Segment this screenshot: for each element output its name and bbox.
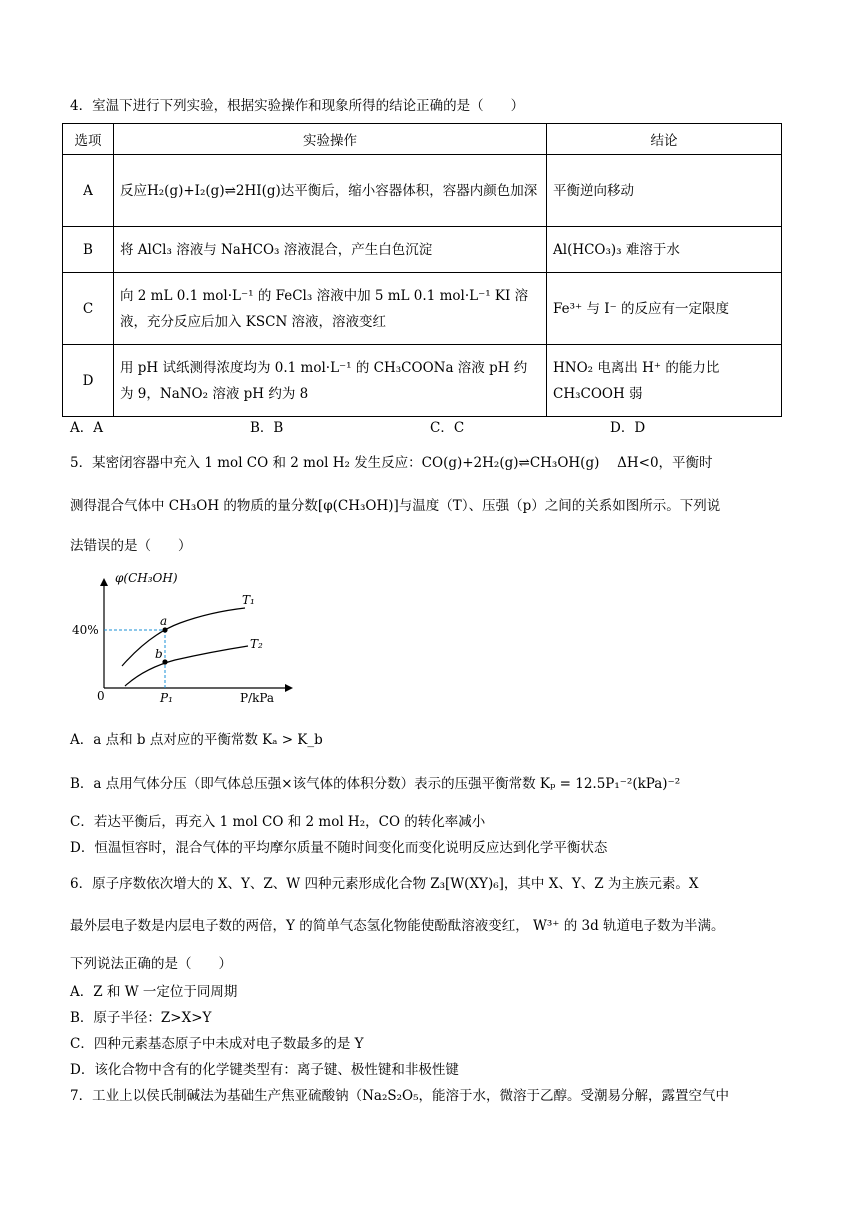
q6-option-b: B．原子半径：Z>X>Y (70, 1010, 212, 1026)
origin-label: 0 (97, 689, 105, 703)
q6-stem-line-3: 下列说法正确的是（ ） (70, 956, 232, 972)
row-conclusion: HNO₂ 电离出 H⁺ 的能力比 CH₃COOH 弱 (547, 345, 782, 417)
row-conclusion: 平衡逆向移动 (547, 155, 782, 227)
q6-option-a: A．Z 和 W 一定位于同周期 (70, 984, 238, 1000)
y-axis-arrow (100, 578, 108, 586)
q5-stem-line-3: 法错误的是（ ） (70, 538, 192, 554)
q5-option-b: B．a 点用气体分压（即气体总压强×该气体的体积分数）表示的压强平衡常数 Kₚ = 12.5P₁⁻²(kPa)⁻² (70, 776, 681, 792)
x-axis-label: P/kPa (240, 691, 275, 705)
curve-t1-label: T₁ (242, 593, 255, 607)
point-b (162, 659, 167, 664)
row-operation: 用 pH 试纸测得浓度均为 0.1 mol·L⁻¹ 的 CH₃COONa 溶液 pH 约为 9，NaNO₂ 溶液 pH 约为 8 (114, 345, 547, 417)
curve-t1 (122, 608, 245, 666)
y-axis-label: φ(CH₃OH) (115, 571, 178, 585)
curve-t2 (125, 646, 248, 686)
q4-option-b: B．B (250, 420, 284, 436)
q6-option-d: D．该化合物中含有的化学键类型有：离子键、极性键和非极性键 (70, 1062, 459, 1078)
row-operation: 将 AlCl₃ 溶液与 NaHCO₃ 溶液混合，产生白色沉淀 (114, 227, 547, 273)
row-conclusion: Al(HCO₃)₃ 难溶于水 (547, 227, 782, 273)
table-row (63, 155, 782, 227)
point-a (162, 627, 167, 632)
point-b-label: b (155, 647, 163, 661)
table-row (63, 273, 782, 345)
q5-stem-line-1: 5．某密闭容器中充入 1 mol CO 和 2 mol H₂ 发生反应：CO(g)+2H₂(g)⇌CH₃OH(g) ΔH<0，平衡时 (70, 455, 713, 471)
q5-option-a: A．a 点和 b 点对应的平衡常数 Kₐ > K_b (70, 732, 323, 748)
header-option: 选项 (63, 124, 114, 155)
q4-stem: 4．室温下进行下列实验，根据实验操作和现象所得的结论正确的是（ ） (70, 98, 525, 114)
q4-table (62, 123, 782, 417)
table-row (63, 345, 782, 417)
y-tick-label: 40% (72, 623, 99, 637)
row-conclusion: Fe³⁺ 与 I⁻ 的反应有一定限度 (547, 273, 782, 345)
q5-option-d: D．恒温恒容时，混合气体的平均摩尔质量不随时间变化而变化说明反应达到化学平衡状态 (70, 840, 608, 856)
q4-option-d: D．D (610, 420, 646, 436)
q6-stem-line-1: 6．原子序数依次增大的 X、Y、Z、W 四种元素形成化合物 Z₃[W(XY)₆]，其中 X、Y、Z 为主族元素。X (70, 876, 699, 892)
row-option: C (63, 273, 114, 345)
q7-stem-line-1: 7．工业上以侯氏制碱法为基础生产焦亚硫酸钠（Na₂S₂O₅，能溶于水，微溶于乙醇。受潮易分解，露置空气中 (70, 1088, 730, 1104)
row-operation: 反应H₂(g)+I₂(g)⇌2HI(g)达平衡后，缩小容器体积，容器内颜色加深 (114, 155, 547, 227)
q5-stem-line-2: 测得混合气体中 CH₃OH 的物质的量分数[φ(CH₃OH)]与温度（T）、压强（p）之间的关系如图所示。下列说 (70, 498, 721, 514)
table-row (63, 227, 782, 273)
q6-stem-line-2: 最外层电子数是内层电子数的两倍，Y 的简单气态氢化物能使酚酞溶液变红， W³⁺ 的 3d 轨道电子数为半满。 (70, 918, 725, 934)
row-option: D (63, 345, 114, 417)
q4-option-a: A．A (70, 420, 103, 436)
header-operation: 实验操作 (114, 124, 547, 155)
row-operation: 向 2 mL 0.1 mol·L⁻¹ 的 FeCl₃ 溶液中加 5 mL 0.1 mol·L⁻¹ KI 溶液，充分反应后加入 KSCN 溶液，溶液变红 (114, 273, 547, 345)
point-a-label: a (160, 614, 168, 628)
curve-t2-label: T₂ (250, 637, 263, 651)
row-option: B (63, 227, 114, 273)
q4-option-c: C．C (430, 420, 465, 436)
table-header-row (63, 124, 782, 155)
x-axis-arrow (285, 684, 293, 692)
row-option: A (63, 155, 114, 227)
header-conclusion: 结论 (547, 124, 782, 155)
q5-option-c: C．若达平衡后，再充入 1 mol CO 和 2 mol H₂，CO 的转化率减小 (70, 814, 486, 830)
x-tick-label: P₁ (160, 691, 173, 705)
q6-option-c: C．四种元素基态原子中未成对电子数最多的是 Y (70, 1036, 364, 1052)
q4-options (70, 418, 790, 438)
phi-vs-pressure-graph (70, 568, 300, 708)
